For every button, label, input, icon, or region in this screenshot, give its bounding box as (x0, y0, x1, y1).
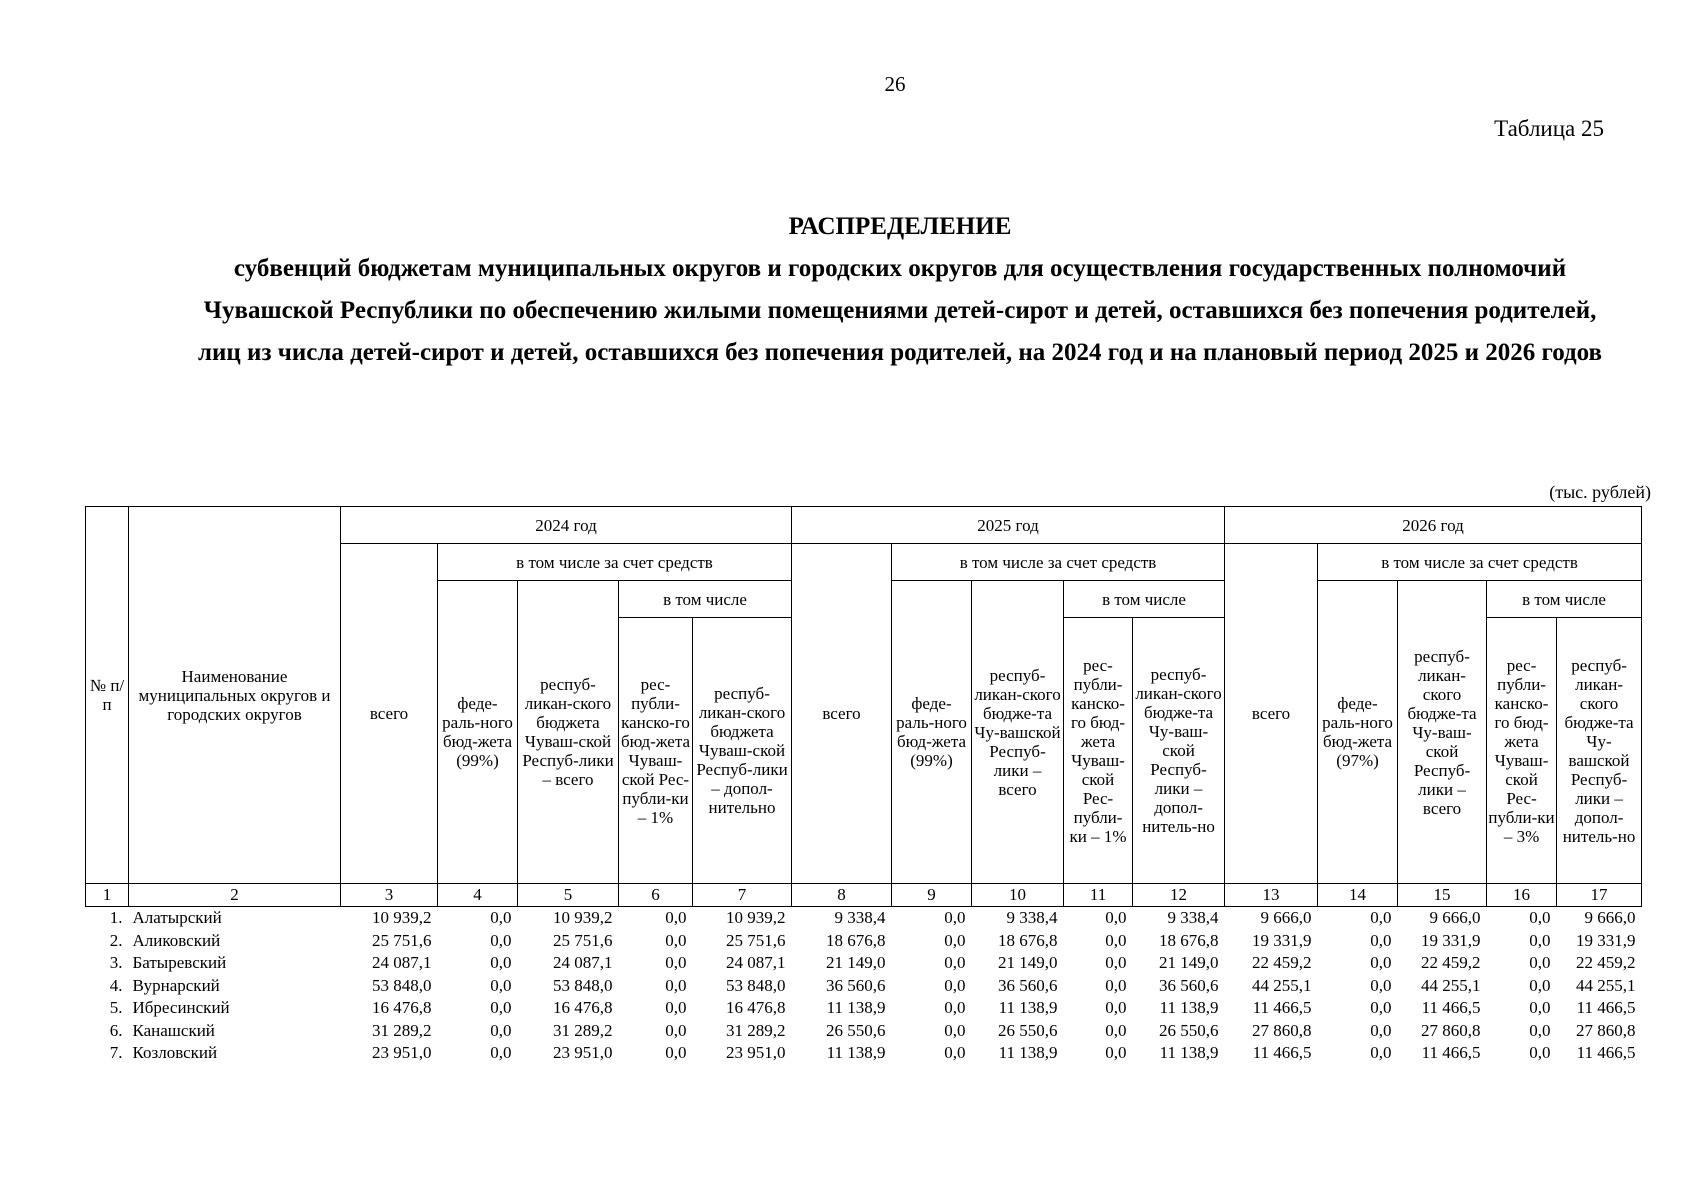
header-rep-total-2025: респуб-ликан-ского бюдже-та Чу-вашской Респуб-лики – всего (972, 581, 1064, 884)
header-incl-2026: в том числе (1487, 581, 1642, 618)
row-value: 0,0 (944, 998, 966, 1017)
row-value: 0,0 (1529, 998, 1551, 1017)
row-number: 4. (109, 975, 123, 995)
row-district-name: Козловский (132, 1043, 218, 1062)
table-row (86, 1020, 1642, 1043)
row-value: 0,0 (1529, 953, 1551, 972)
row-value: 0,0 (490, 908, 512, 927)
header-total-2026: всего (1225, 544, 1318, 884)
title-heading: РАСПРЕДЕЛЕНИЕ (788, 213, 1012, 240)
table-row (86, 930, 1642, 953)
header-rep-pct-2025: рес-публи-канско-го бюд-жета Чуваш-ской Рес-публи-ки – 1% (1064, 618, 1133, 884)
row-value: 0,0 (1370, 1020, 1392, 1040)
header-federal-2025: феде-раль-ного бюд-жета (99%) (892, 581, 972, 884)
header-total-2025: всего (792, 544, 892, 884)
column-number: 6 (619, 884, 693, 907)
row-value: 0,0 (490, 998, 512, 1017)
row-value: 0,0 (1529, 1043, 1551, 1062)
row-district-name: Батыревский (132, 953, 227, 972)
column-number: 17 (1557, 884, 1642, 907)
row-value: 44 255,1 (1576, 975, 1636, 995)
row-value: 0,0 (1370, 908, 1392, 927)
row-district-name: Ибресинский (132, 998, 230, 1017)
row-value: 0,0 (490, 1043, 512, 1062)
row-value: 0,0 (944, 1043, 966, 1062)
row-district-name: Вурнарский (132, 975, 220, 995)
row-value: 0,0 (1105, 998, 1127, 1017)
column-number: 1 (86, 884, 129, 907)
header-name: Наименование муниципальных округов и городских округов (129, 507, 341, 884)
row-value: 27 860,8 (1252, 1020, 1312, 1040)
row-value: 0,0 (665, 1043, 687, 1062)
row-value: 0,0 (665, 930, 687, 950)
row-value: 24 087,1 (726, 953, 786, 972)
row-value: 0,0 (490, 953, 512, 972)
header-rep-add-2024: респуб-ликан-ского бюджета Чуваш-ской Респуб-лики – допол-нительно (693, 618, 792, 884)
row-number: 3. (109, 953, 123, 972)
row-value: 23 951,0 (726, 1043, 786, 1062)
header-rep-add-2025: респуб-ликан-ского бюдже-та Чу-ваш-ской Респуб-лики – допол-нитель-но (1133, 618, 1225, 884)
row-value: 0,0 (665, 975, 687, 995)
row-value: 9 338,4 (834, 908, 886, 927)
row-value: 0,0 (665, 998, 687, 1017)
row-value: 16 476,8 (726, 998, 786, 1017)
header-rep-total-2026: респуб-ликан-ского бюдже-та Чу-ваш-ской Респуб-лики – всего (1398, 581, 1487, 884)
row-value: 0,0 (1105, 953, 1127, 972)
column-number: 15 (1398, 884, 1487, 907)
header-year-2025: 2025 год (792, 507, 1225, 544)
row-value: 9 338,4 (1006, 908, 1058, 927)
row-value: 11 466,5 (1576, 998, 1636, 1017)
row-value: 0,0 (490, 930, 512, 950)
row-value: 26 550,6 (1159, 1020, 1219, 1040)
row-value: 53 848,0 (372, 975, 432, 995)
header-sources-2026: в том числе за счет средств (1318, 544, 1642, 581)
row-value: 21 149,0 (1159, 953, 1219, 972)
column-number: 8 (792, 884, 892, 907)
row-value: 16 476,8 (372, 998, 432, 1017)
row-value: 31 289,2 (372, 1020, 432, 1040)
row-value: 36 560,6 (1159, 975, 1219, 995)
header-no: № п/п (86, 507, 129, 884)
row-value: 44 255,1 (1252, 975, 1312, 995)
column-number: 3 (341, 884, 438, 907)
row-value: 9 666,0 (1584, 908, 1636, 927)
column-number-row (86, 884, 1642, 907)
row-value: 11 138,9 (826, 1043, 886, 1062)
column-number: 5 (518, 884, 619, 907)
header-incl-2024: в том числе (619, 581, 792, 618)
header-federal-2026: феде-раль-ного бюд-жета (97%) (1318, 581, 1398, 884)
row-value: 11 138,9 (998, 1043, 1058, 1062)
row-value: 10 939,2 (553, 908, 613, 927)
row-value: 0,0 (1105, 1020, 1127, 1040)
row-value: 11 138,9 (826, 998, 886, 1017)
row-number: 5. (109, 998, 123, 1017)
row-value: 0,0 (1529, 930, 1551, 950)
row-value: 22 459,2 (1576, 953, 1636, 972)
column-number: 2 (129, 884, 341, 907)
table-row (86, 907, 1642, 930)
row-value: 0,0 (944, 953, 966, 972)
row-value: 18 676,8 (826, 930, 886, 950)
row-value: 0,0 (490, 1020, 512, 1040)
row-value: 16 476,8 (553, 998, 613, 1017)
row-value: 0,0 (665, 908, 687, 927)
header-sources-2025: в том числе за счет средств (892, 544, 1225, 581)
header-rep-total-2024: респуб-ликан-ского бюджета Чуваш-ской Респуб-лики – всего (518, 581, 619, 884)
header-year-2024: 2024 год (341, 507, 792, 544)
column-number: 10 (972, 884, 1064, 907)
distribution-table (85, 506, 1642, 1065)
row-value: 22 459,2 (1421, 953, 1481, 972)
header-incl-2025: в том числе (1064, 581, 1225, 618)
row-value: 0,0 (944, 975, 966, 995)
row-value: 18 676,8 (1159, 930, 1219, 950)
table-row (86, 1042, 1642, 1065)
table-body (86, 907, 1642, 1065)
row-value: 36 560,6 (998, 975, 1058, 995)
header-rep-add-2026: респуб-ликан-ского бюдже-та Чу-вашской Респуб-лики – допол-нитель-но (1557, 618, 1642, 884)
row-value: 10 939,2 (726, 908, 786, 927)
row-value: 27 860,8 (1421, 1020, 1481, 1040)
row-number: 6. (109, 1020, 123, 1040)
header-year-2026: 2026 год (1225, 507, 1642, 544)
column-number: 16 (1487, 884, 1557, 907)
row-district-name: Аликовский (132, 930, 221, 950)
row-value: 53 848,0 (553, 975, 613, 995)
title-description: субвенций бюджетам муниципальных округов и городских округов для осуществления государственных полномочий Чувашской Республики по обеспечению жилыми помещениями детей-сирот и детей, оставшихся без попечения родителей, лиц из числа детей-сирот и детей, оставшихся без попечения родителей, на 2024 год и на плановый период 2025 и 2026 годов (197, 255, 1603, 366)
row-value: 0,0 (1105, 1043, 1127, 1062)
row-value: 23 951,0 (553, 1043, 613, 1062)
row-value: 9 666,0 (1260, 908, 1312, 927)
row-value: 0,0 (1370, 930, 1392, 950)
row-value: 11 466,5 (1252, 1043, 1312, 1062)
row-value: 19 331,9 (1576, 930, 1636, 950)
row-value: 21 149,0 (826, 953, 886, 972)
header-rep-pct-2024: рес-публи-канско-го бюд-жета Чуваш-ской Рес-публи-ки – 1% (619, 618, 693, 884)
column-number: 14 (1318, 884, 1398, 907)
row-value: 26 550,6 (826, 1020, 886, 1040)
column-number: 4 (438, 884, 518, 907)
row-value: 36 560,6 (826, 975, 886, 995)
header-rep-pct-2026: рес-публи-канско-го бюд-жета Чуваш-ской Рес-публи-ки – 3% (1487, 618, 1557, 884)
row-value: 44 255,1 (1421, 975, 1481, 995)
row-value: 24 087,1 (553, 953, 613, 972)
row-value: 25 751,6 (726, 930, 786, 950)
row-value: 0,0 (1105, 930, 1127, 950)
row-value: 0,0 (944, 908, 966, 927)
row-value: 0,0 (490, 975, 512, 995)
row-district-name: Алатырский (132, 908, 222, 927)
table-label: Таблица 25 (1494, 116, 1604, 141)
row-value: 31 289,2 (726, 1020, 786, 1040)
row-value: 19 331,9 (1252, 930, 1312, 950)
table-row (86, 952, 1642, 975)
row-value: 23 951,0 (372, 1043, 432, 1062)
row-value: 0,0 (1529, 908, 1551, 927)
row-value: 0,0 (1105, 975, 1127, 995)
row-number: 1. (109, 908, 123, 927)
row-value: 18 676,8 (998, 930, 1058, 950)
column-number: 13 (1225, 884, 1318, 907)
row-value: 22 459,2 (1252, 953, 1312, 972)
table-row (86, 975, 1642, 998)
row-value: 0,0 (1370, 998, 1392, 1017)
row-value: 24 087,1 (372, 953, 432, 972)
row-value: 25 751,6 (553, 930, 613, 950)
row-value: 19 331,9 (1421, 930, 1481, 950)
row-number: 2. (109, 930, 123, 950)
row-value: 9 666,0 (1429, 908, 1481, 927)
row-value: 11 466,5 (1252, 998, 1312, 1017)
row-value: 0,0 (665, 1020, 687, 1040)
page-number: 26 (884, 72, 906, 96)
row-number: 7. (109, 1043, 123, 1062)
row-value: 11 138,9 (998, 998, 1058, 1017)
row-value: 31 289,2 (553, 1020, 613, 1040)
row-district-name: Канашский (132, 1020, 215, 1040)
row-value: 0,0 (1529, 1020, 1551, 1040)
row-value: 0,0 (944, 1020, 966, 1040)
header-sources-2024: в том числе за счет средств (438, 544, 792, 581)
document-title (190, 206, 1610, 374)
units-label: (тыс. рублей) (1549, 482, 1651, 502)
row-value: 25 751,6 (372, 930, 432, 950)
row-value: 27 860,8 (1576, 1020, 1636, 1040)
row-value: 11 466,5 (1421, 1043, 1481, 1062)
column-number: 9 (892, 884, 972, 907)
row-value: 11 466,5 (1576, 1043, 1636, 1062)
column-number: 11 (1064, 884, 1133, 907)
row-value: 21 149,0 (998, 953, 1058, 972)
row-value: 10 939,2 (372, 908, 432, 927)
row-value: 11 138,9 (1159, 1043, 1219, 1062)
row-value: 0,0 (1529, 975, 1551, 995)
table-row (86, 997, 1642, 1020)
row-value: 11 138,9 (1159, 998, 1219, 1017)
row-value: 0,0 (1370, 953, 1392, 972)
row-value: 9 338,4 (1167, 908, 1219, 927)
row-value: 11 466,5 (1421, 998, 1481, 1017)
column-number: 12 (1133, 884, 1225, 907)
row-value: 0,0 (1370, 975, 1392, 995)
row-value: 0,0 (1105, 908, 1127, 927)
row-value: 26 550,6 (998, 1020, 1058, 1040)
row-value: 53 848,0 (726, 975, 786, 995)
row-value: 0,0 (665, 953, 687, 972)
row-value: 0,0 (944, 930, 966, 950)
row-value: 0,0 (1370, 1043, 1392, 1062)
header-federal-2024: феде-раль-ного бюд-жета (99%) (438, 581, 518, 884)
table-header (86, 507, 1642, 907)
column-number: 7 (693, 884, 792, 907)
header-total-2024: всего (341, 544, 438, 884)
